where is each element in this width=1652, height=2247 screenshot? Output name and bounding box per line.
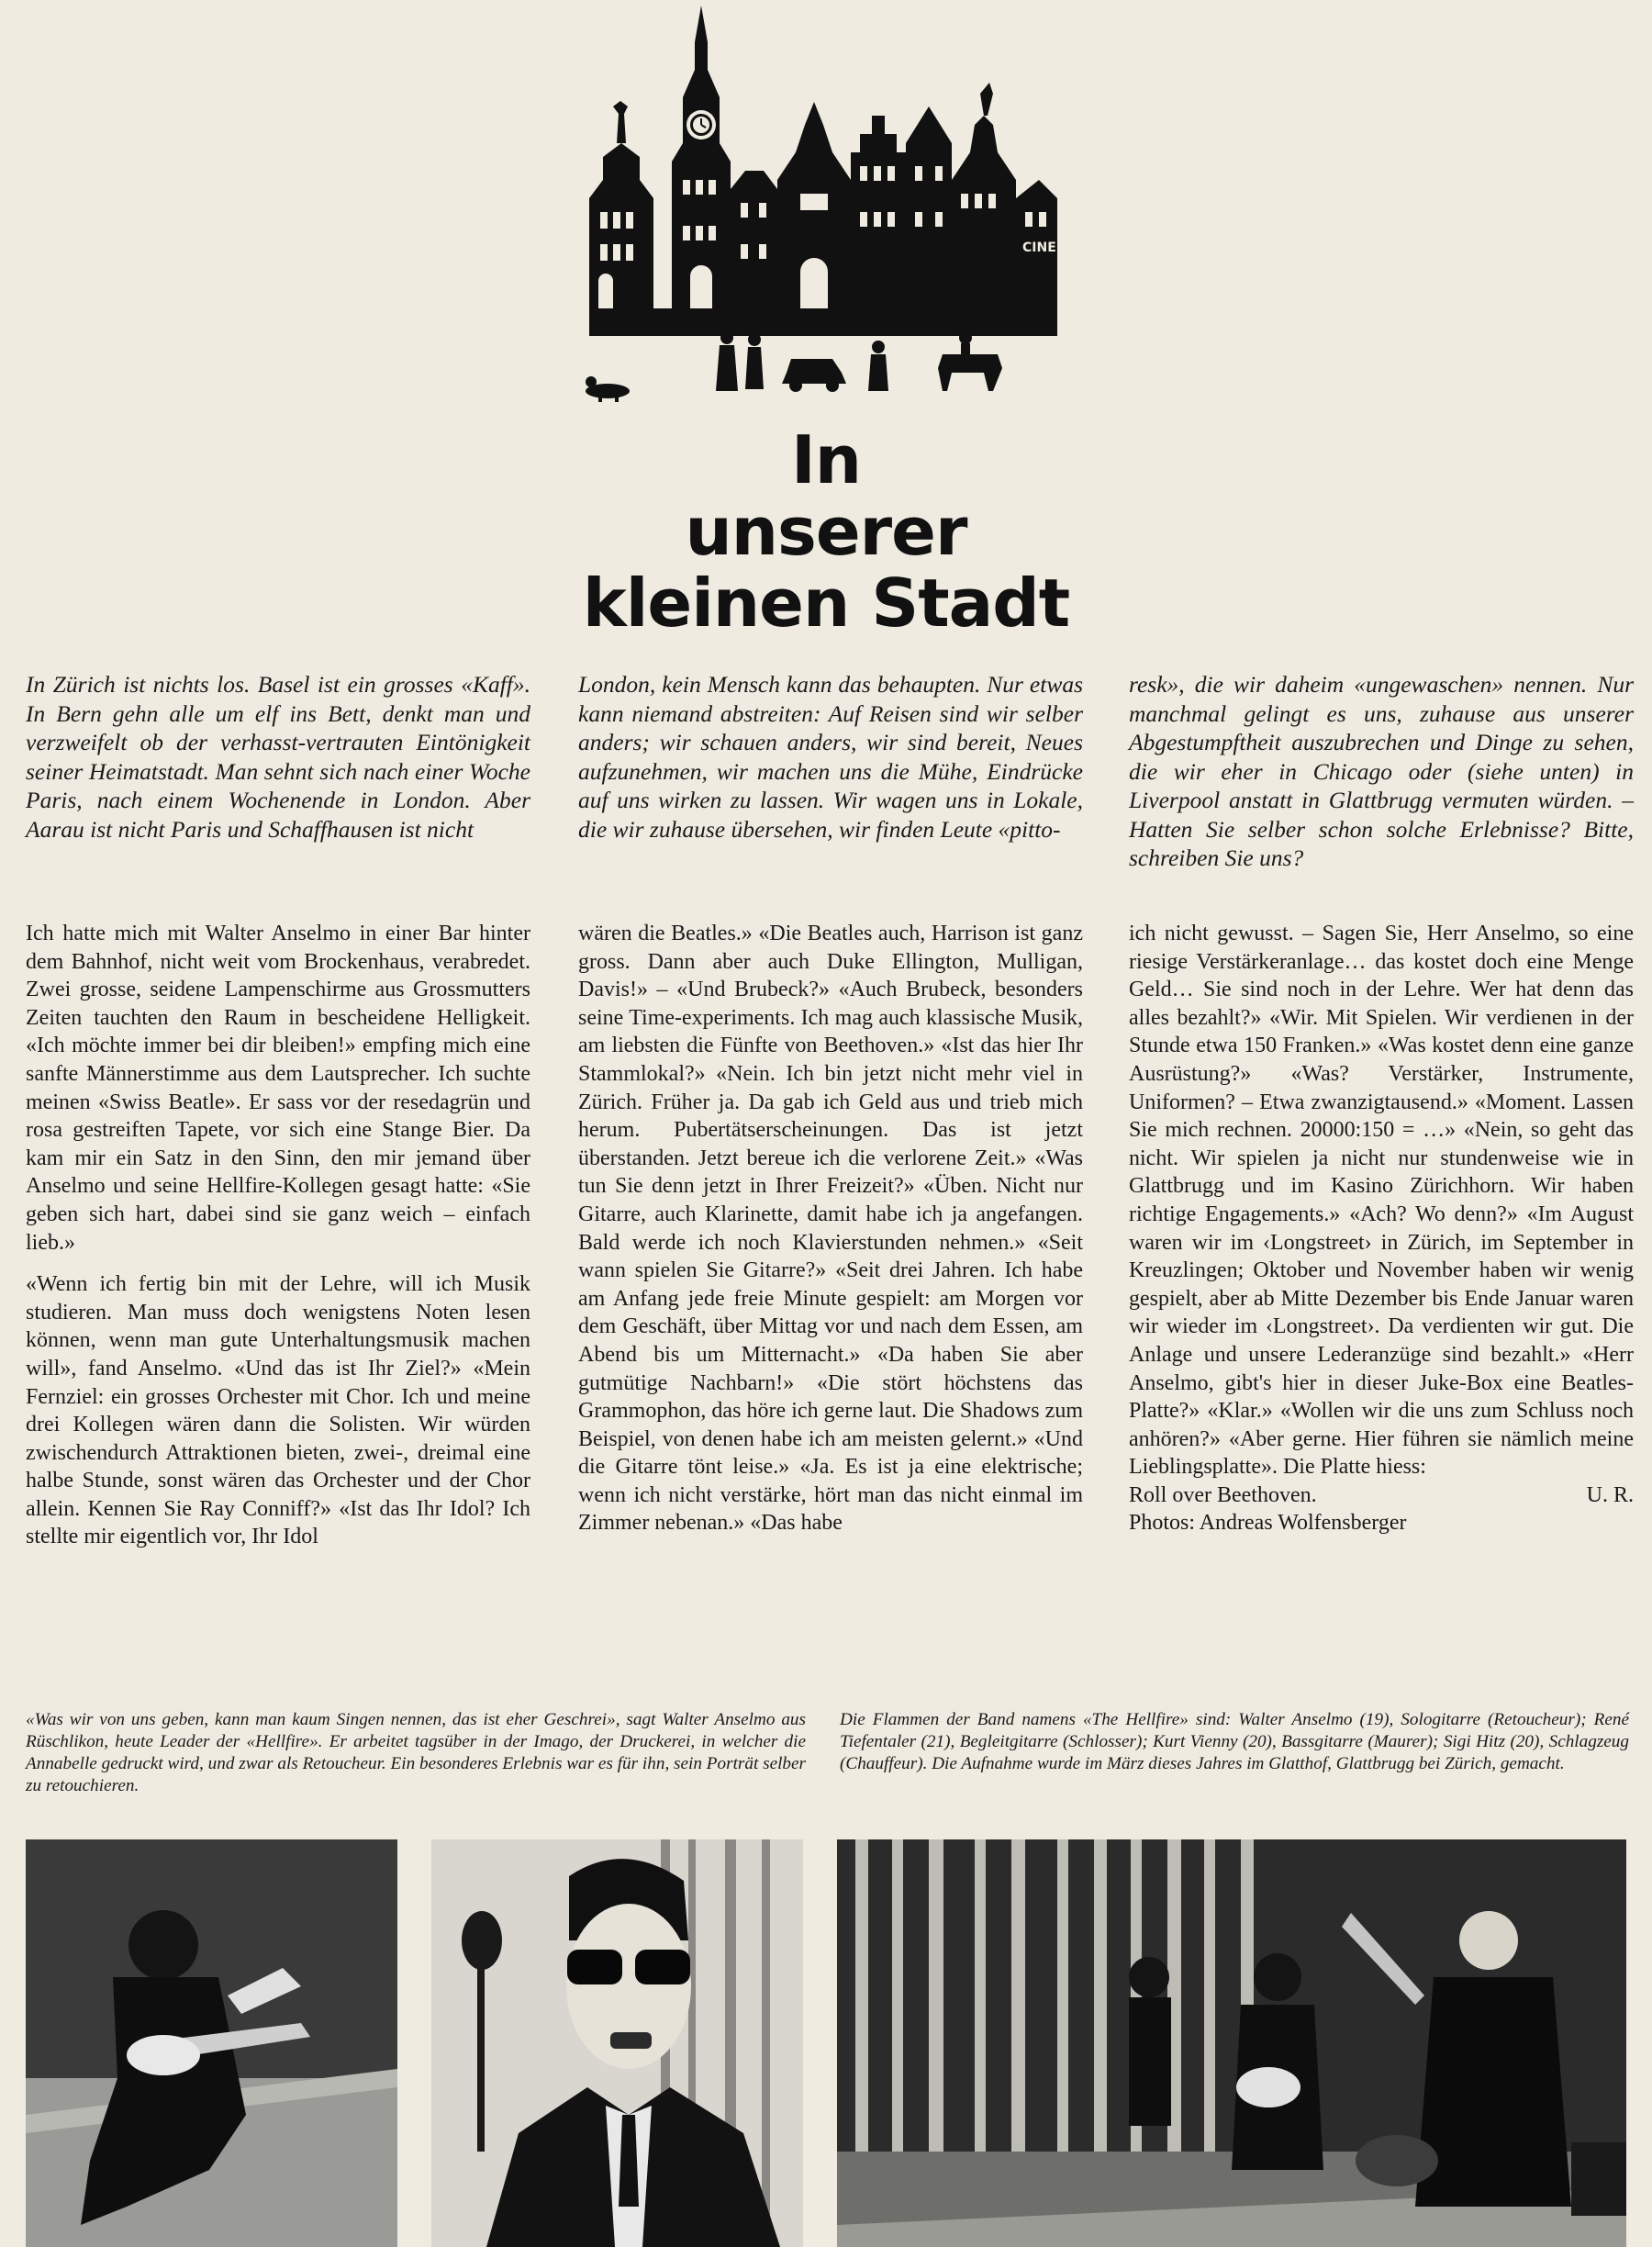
intro-column-3: resk», die wir daheim «ungewaschen» nennen. Nur manchmal gelingt es uns, zuhause aus unserer Abgestumpftheit auszubrechen und Dinge zu sehen, die wir eher in Chicago oder (siehe unten) in Liverpool anstatt in Glattbrugg vermuten würden. – Hatten Sie selber schon solche Erlebnisse? Bitte, schreiben Sie uns? xyxy=(1129,671,1634,871)
singer-portrait-photo xyxy=(431,1839,803,2247)
last-line: Roll over Beethoven. xyxy=(1129,1482,1317,1507)
body-column-1 xyxy=(26,920,530,1565)
caption-left: «Was wir von uns geben, kann man kaum Singen nennen, das ist eher Geschrei», sagt Walter Anselmo aus Rüschlikon, heute Leader der «Hellfire». Er arbeitet tagsüber in der Imago, der Druckerei, in welcher die Annabelle gedruckt wird, und zwar als Retoucheur. Ein besonderes Erlebnis war es für ihn, sein Porträt selber zu retouchieren. xyxy=(26,1710,806,1795)
title-line: kleinen Stadt xyxy=(582,565,1070,642)
body-paragraph: wären die Beatles.» «Die Beatles auch, Harrison ist ganz gross. Dann aber auch Duke Ellington, Mulligan, Davis!» – «Und Brubeck?» «Auch Brubeck, besonders seine Time-experiments. Ich mag auch klassische Musik, am liebsten die Fünfte von Beethoven.» «Ist das hier Ihr Stammlokal?» «Nein. Ich bin jetzt nicht mehr viel in Zürich. Früher ja. Da gab ich Geld aus und trieb mich herum. Pubertätserscheinungen. Das ist jetzt überstanden. Jetzt bereue ich die verlorene Zeit.» «Was tun Sie denn jetzt in Ihrer Freizeit?» «Üben. Nicht nur Gitarre, auch Klarinette, damit habe ich ja angefangen. Bald werde ich noch Klavierstunden nehmen.» «Seit wann spielen Sie Gitarre?» «Seit drei Jahren. Ich habe am Anfang jede freie Minute gespielt: am Morgen vor dem Geschäft, über Mittag vor und nach dem Essen, am Abend bis um Mitternacht.» «Da haben Sie aber gutmütige Nachbarn!» «Die stört höchstens das Grammophon, das höre ich gerne laut. Die Shadows zum Beispiel, von denen habe ich am meisten gelernt.» «Und die Gitarre tönt leise.» «Ja. Es ist ja eine elektrische; wenn ich nicht verstärke, hört man das nicht einmal im Zimmer nebenan.» «Das habe xyxy=(578,922,1083,1536)
author-initials: U. R. xyxy=(1586,1482,1634,1507)
band-stage-photo xyxy=(837,1839,1626,2247)
kneeling-guitarist-photo xyxy=(26,1839,397,2247)
cinema-sign: CINE xyxy=(1022,240,1056,255)
sign-off xyxy=(1129,1481,1634,1510)
body-paragraph: Ich hatte mich mit Walter Anselmo in einer Bar hinter dem Bahnhof, nicht weit vom Brockenhaus, verabredet. Zwei grosse, seidene Lampenschirme aus Grossmutters Zeiten tauchten den Raum in bescheidene Helligkeit. «Ich möchte immer bei dir bleiben!» empfing mich eine sanfte Männerstimme aus dem Lautsprecher. Ich suchte meinen «Swiss Beatle». Er sass vor der resedagrün und rosa gestreiften Tapete, vor sich eine Stange Bier. Da kam mir ein Satz in den Sinn, den mir jemand über Anselmo und seine Hellfire-Kollegen gesagt hatte: «Sie geben sich hart, dabei sind sie ganz weich – einfach lieb.» xyxy=(26,922,530,1255)
photo-credit: Photos: Andreas Wolfensberger xyxy=(1129,1511,1407,1536)
article-title xyxy=(514,421,1138,642)
intro-column-1: In Zürich ist nichts los. Basel ist ein grosses «Kaff». In Bern gehn alle um elf ins Bett, denkt man und verzweifelt ob der verhasst-vertrauten Eintönigkeit seiner Heimatstadt. Man sehnt sich nach einer Woche Paris, nach einem Wochenende in London. Aber Aarau ist nicht Paris und Schaffhausen ist nicht xyxy=(26,671,530,843)
body-paragraph: «Wenn ich fertig bin mit der Lehre, will ich Musik studieren. Man muss doch wenigstens Noten lesen können, wenn man gute Unterhaltungsmusik machen will», fand Anselmo. «Und das ist Ihr Ziel?» «Mein Fernziel: ein grosses Orchester mit Chor. Ich und meine drei Kollegen wären dann die Solisten. Wir würden zwischendurch Attraktionen bieten, zwei-, dreimal eine halbe Stunde, sonst wären das Orchester und der Chor allein. Kennen Sie Ray Conniff?» «Ist das Ihr Idol? Ich stellte mir eigentlich vor, Ihr Idol xyxy=(26,1272,530,1549)
body-column-3 xyxy=(1129,920,1634,1537)
body-column-2 xyxy=(578,920,1083,1551)
caption-right: Die Flammen der Band namens «The Hellfire» sind: Walter Anselmo (19), Sologitarre (Retoucheur); René Tiefentaler (21), Begleitgitarre (Schlosser); Kurt Vienny (20), Bassgitarre (Maurer); Sigi Hitz (20), Schlagzeug (Chauffeur). Die Aufnahme wurde im März dieses Jahres im Glatthof, Glattbrugg bei Zürich, gemacht. xyxy=(840,1710,1629,1773)
body-paragraph: ich nicht gewusst. – Sagen Sie, Herr Anselmo, so eine riesige Verstärkeranlage… das kostet doch eine Menge Geld… Sie sind noch in der Lehre. Wer hat denn das alles bezahlt?» «Wir. Mit Spielen. Wir verdienen in der Stunde etwa 150 Franken.» «Was kostet denn eine ganze Ausrüstung?» «Was? Verstärker, Instrumente, Uniformen? – Etwa zwanzigtausend.» «Moment. Lassen Sie mich rechnen. 20000:150 = …» «Nein, so geht das nicht. Wir spielen ja nicht nur stundenweise wie in Glattbrugg und im Kasino Zürichhorn. Wir haben richtige Engagements.» «Ach? Wo denn?» «Im August waren wir im ‹Longstreet› in Zürich, im September in Kreuzlingen; Oktober und November haben wir wenig gespielt, aber ab Mitte Dezember bis Ende Januar waren wir wieder im ‹Longstreet›. Da verdienten wir gut. Die Anlage und unsere Lederanzüge sind bezahlt.» «Herr Anselmo, gibt's hier in dieser Juke-Box eine Beatles-Platte?» «Klar.» «Wollen wir die uns zum Schluss noch anhören?» «Aber gerne. Hier führen sie nämlich meine Lieblingsplatte». Die Platte hiess: xyxy=(1129,922,1634,1480)
title-line: In xyxy=(790,421,862,498)
intro-column-2: London, kein Mensch kann das behaupten. Nur etwas kann niemand abstreiten: Auf Reisen sind wir selber anders; wir schauen anders, wir sind bereit, Neues aufzunehmen, wir machen uns die Mühe, Eindrücke auf uns wirken zu lassen. Wir wagen uns in Lokale, die wir zuhause übersehen, wir finden Leute «pitto- xyxy=(578,671,1083,843)
title-line: unserer xyxy=(685,493,967,570)
town-skyline-illustration xyxy=(580,6,1066,409)
